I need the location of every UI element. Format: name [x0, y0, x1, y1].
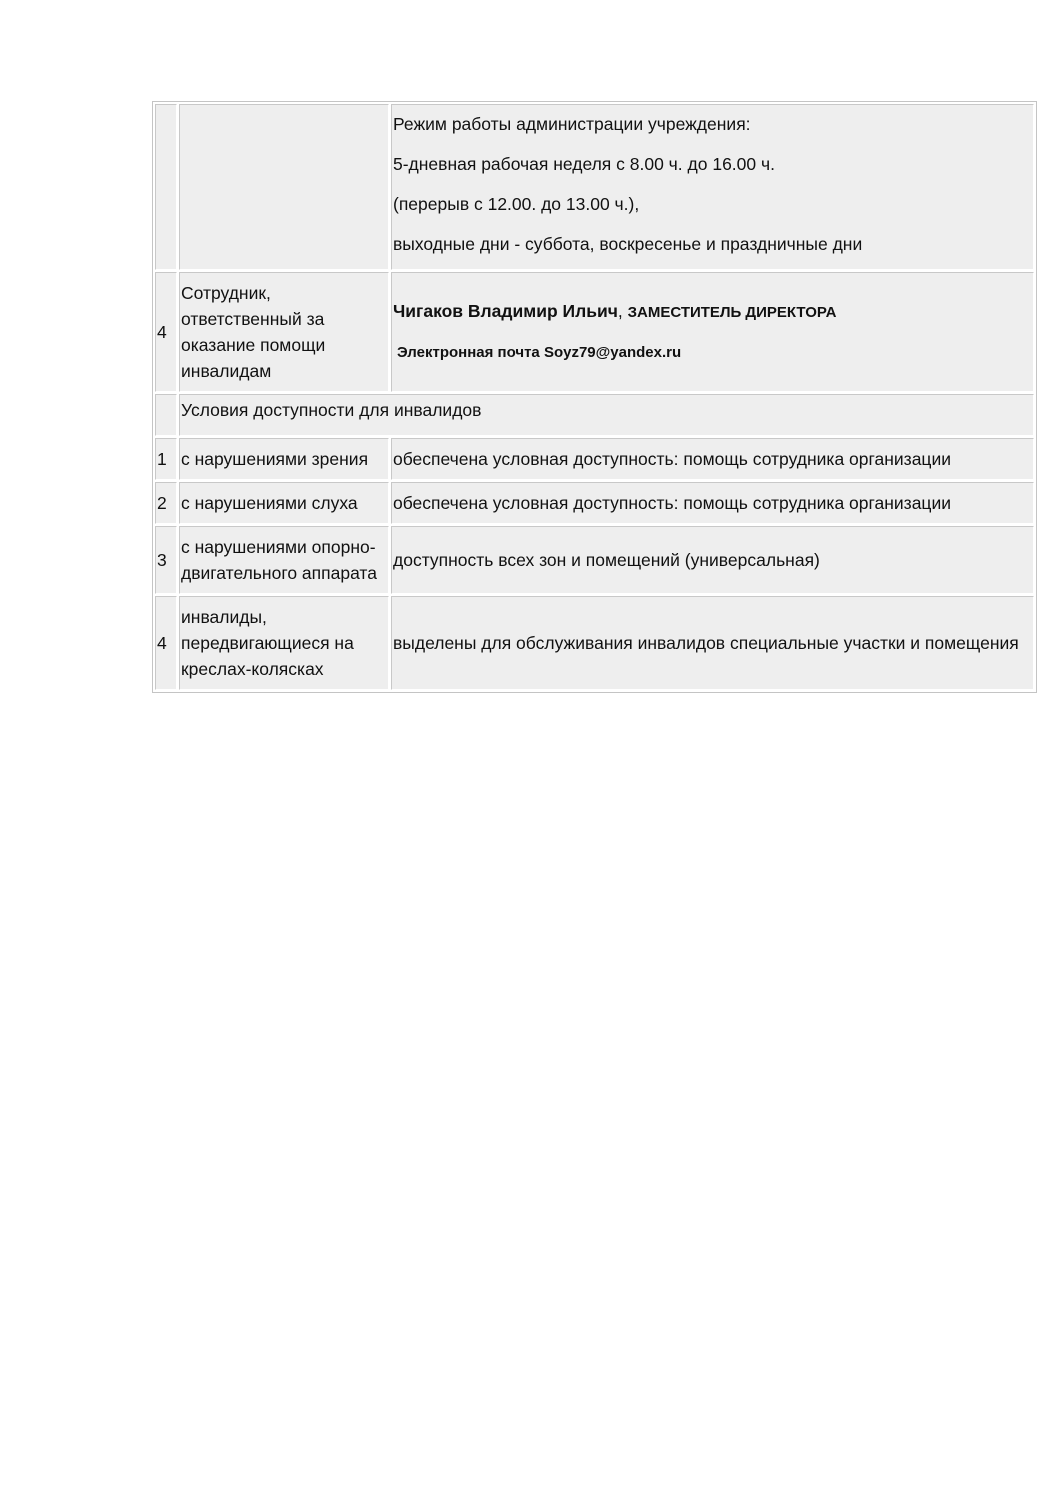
employee-email: Электронная почта Soyz79@yandex.ru	[397, 344, 682, 361]
table-row-section-title	[155, 394, 1034, 436]
row-value-cell: доступность всех зон и помещений (универсальная)	[391, 526, 1034, 594]
working-hours-line: Режим работы администрации учреждения:	[393, 114, 751, 134]
row-value-cell: обеспечена условная доступность: помощь сотрудника организации	[391, 438, 1034, 480]
row-label-cell: с нарушениями слуха	[179, 482, 389, 524]
row-number-cell: 2	[155, 482, 177, 524]
table-row-responsible-employee	[155, 272, 1034, 392]
table-row-working-hours	[155, 104, 1034, 270]
accessibility-info-table	[152, 101, 1037, 693]
employee-line	[393, 298, 1032, 326]
section-title: Условия доступности для инвалидов	[179, 394, 1034, 436]
responsible-employee-cell	[391, 272, 1034, 392]
row-number-cell	[155, 394, 177, 436]
table-row	[155, 438, 1034, 480]
row-label-cell: с нарушениями зрения	[179, 438, 389, 480]
row-number-cell: 4	[155, 596, 177, 690]
row-value-cell: обеспечена условная доступность: помощь сотрудника организации	[391, 482, 1034, 524]
row-label-cell: инвалиды, передвигающиеся на креслах-колясках	[179, 596, 389, 690]
employee-separator: ,	[617, 301, 628, 321]
row-number-cell	[155, 104, 177, 270]
row-label-cell: Сотрудник, ответственный за оказание помощи инвалидам	[179, 272, 389, 392]
working-hours-cell	[391, 104, 1034, 270]
row-label-cell: с нарушениями опорно-двигательного аппарата	[179, 526, 389, 594]
working-hours-line: (перерыв с 12.00. до 13.00 ч.),	[393, 194, 640, 214]
table-row	[155, 526, 1034, 594]
table-row	[155, 482, 1034, 524]
working-hours-line: 5-дневная рабочая неделя с 8.00 ч. до 16.00 ч.	[393, 154, 775, 174]
employee-name: Чигаков Владимир Ильич	[393, 301, 618, 321]
row-number-cell: 3	[155, 526, 177, 594]
row-number-cell: 4	[155, 272, 177, 392]
employee-position: ЗАМЕСТИТЕЛЬ ДИРЕКТОРА	[627, 304, 837, 321]
table-row	[155, 596, 1034, 690]
working-hours-line: выходные дни - суббота, воскресенье и праздничные дни	[393, 234, 863, 254]
row-value-cell: выделены для обслуживания инвалидов специальные участки и помещения	[391, 596, 1034, 690]
row-label-cell	[179, 104, 389, 270]
row-number-cell: 1	[155, 438, 177, 480]
